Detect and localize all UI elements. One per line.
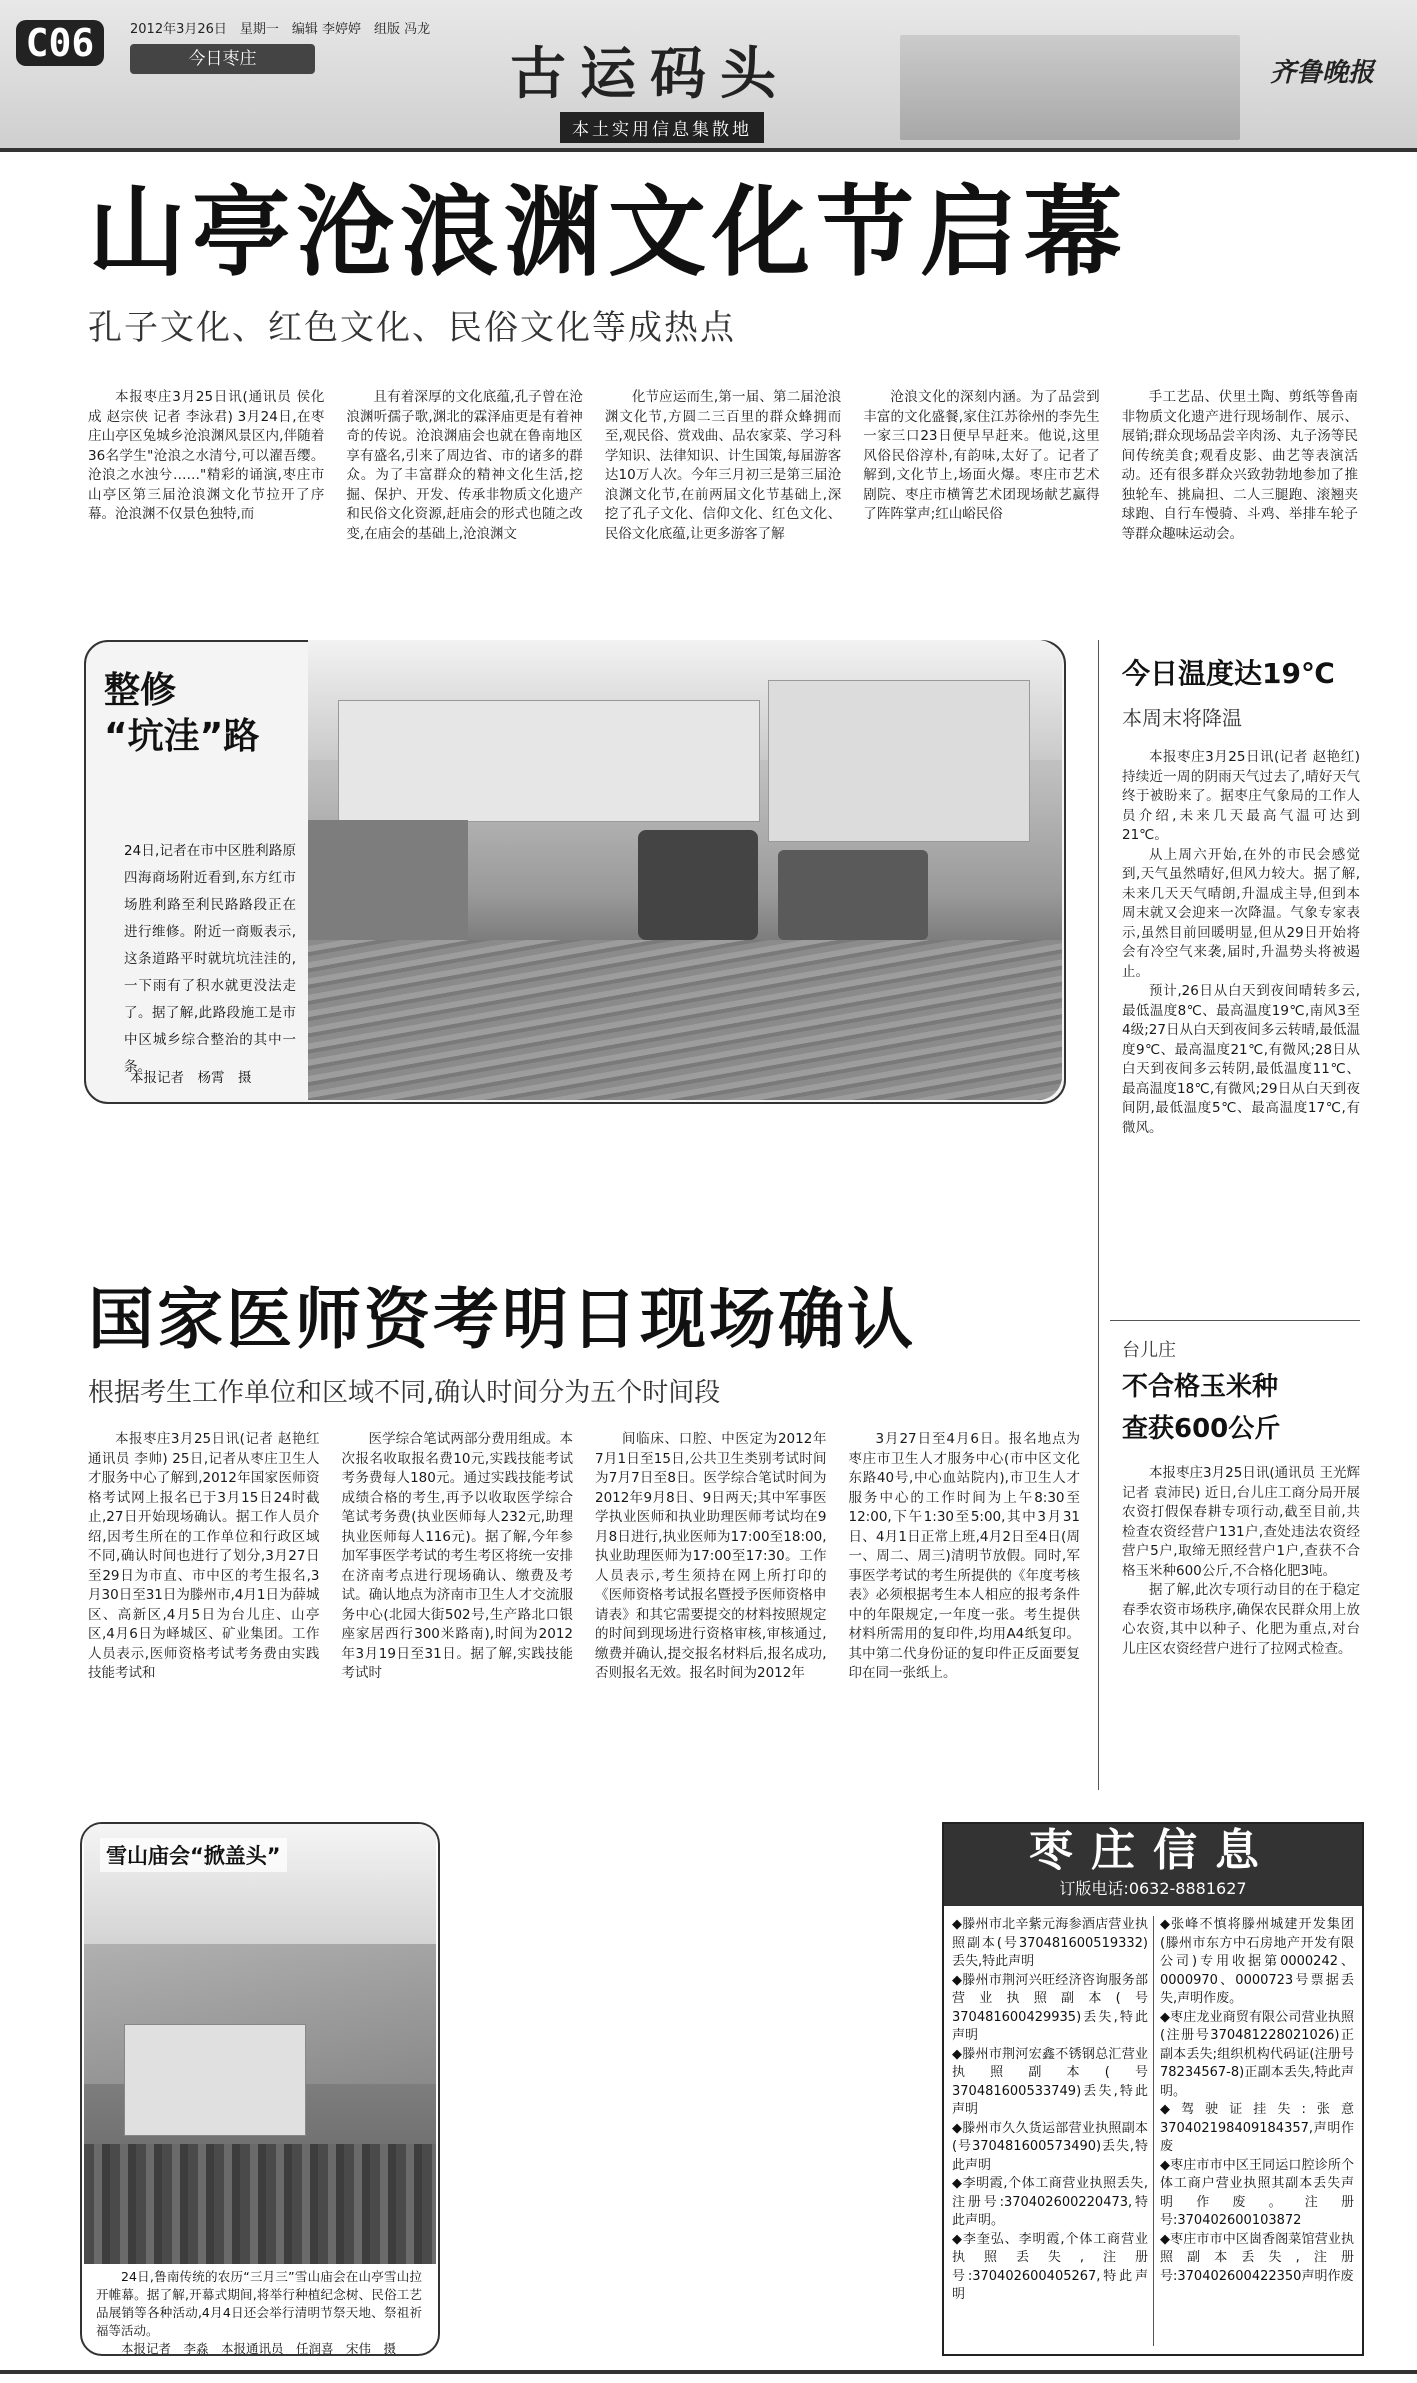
classified-item: ◆李奎弘、李明霞,个体工商营业执照丢失,注册号:370402600405267,特此声明 xyxy=(952,2231,1148,2302)
masthead-title: 古运码头 xyxy=(510,41,790,107)
road-repair-title: 整修 “坑洼”路 xyxy=(104,670,260,757)
info-title-bar xyxy=(944,1824,1362,1906)
article1-subhead: 孔子文化、红色文化、民俗文化等成热点 xyxy=(88,308,736,348)
section-tab: 今日枣庄 xyxy=(130,44,315,74)
classified-item: ◆滕州市荆河兴旺经济咨询服务部营业执照副本(号370481600429935)丢失,特此声明 xyxy=(952,1972,1148,2043)
classified-item: ◆滕州市北辛紫元海参酒店营业执照副本(号370481600519332)丢失,特此声明 xyxy=(952,1917,1148,1969)
article1-column: 本报枣庄3月25日讯(通讯员 侯化成 赵宗侠 记者 李泳君) 3月24日,在枣庄山亭区兔城乡沧浪渊风景区内,伴随着36名学生"沧浪之水清兮,可以濯吾缨。沧浪之水浊兮……"精彩的诵演,枣庄市山亭区第三届沧浪渊文化节拉开了序幕。沧浪渊不仅景色独特,而 xyxy=(88,389,325,522)
page-number: C06 xyxy=(16,20,104,66)
section-rule xyxy=(1110,1320,1360,1321)
paper-name-logo: 齐鲁晚报 xyxy=(1270,58,1375,88)
info-title: 枣庄信息 xyxy=(1029,1825,1277,1876)
classified-item: ◆滕州市久久货运部营业执照副本(号370481600573490)丢失,特此声明 xyxy=(952,2120,1148,2173)
article2-body xyxy=(88,1430,1080,1810)
road-repair-credit: 本报记者 杨霄 摄 xyxy=(130,1070,252,1086)
page-header xyxy=(0,0,1417,152)
weather-headline: 今日温度达19℃ xyxy=(1122,657,1335,690)
article1-column: 且有着深厚的文化底蕴,孔子曾在沧浪渊听孺子歌,渊北的霖泽庙更是有着神奇的传说。沧浪渊庙会也就在鲁南地区享有盛名,引来了周边省、市的诸多的群众。为了丰富群众的精神文化生活,挖掘、保护、开发、传承非物质文化遗产和民俗文化资源,赶庙会的形式也随之改变,在庙会的基础上,沧浪渊文 xyxy=(346,389,583,542)
article2-column: 医学综合笔试两部分费用组成。本次报名收取报名费10元,实践技能考试考务费每人180元。通过实践技能考试成绩合格的考生,再予以收取医学综合笔试考务费(执业医师每人232元,助理执业医师每人116元)。据了解,今年参加军事医学考试的考生考区将统一安排在济南考点进行现场确认、缴费及考试。确认地点为济南市卫生人才交流服务中心(北园大街502号,生产路北口银座家居西行300米路南),时间为2012年3月19日至31日。据了解,实践技能考试时 xyxy=(341,1431,573,1681)
corn-body: 本报枣庄3月25日讯(通讯员 王光辉 记者 袁沛民) 近日,台儿庄工商分局开展农资打假保春耕专项行动,截至目前,共检查农资经营户131户,查处违法农资经营户5户,取缔无照经营户1户,查获不合格玉米种600公斤,不合格化肥3吨。 据了解,此次专项行动目的在于稳定春季农资市场秩序,确保农民群众用上放心农资,其中以种子、化肥为重点,对台儿庄区农资经营户进行了拉网式检查。 xyxy=(1122,1465,1360,1657)
article1-body xyxy=(88,388,1358,618)
info-divider xyxy=(1153,1916,1154,2346)
classified-item: ◆张峰不慎将滕州城建开发集团(滕州市东方中石房地产开发有限公司)专用收据第0000242、0000970、0000723号票据丢失,声明作废。 xyxy=(1160,1917,1354,2006)
info-column-right xyxy=(1160,1916,1354,2346)
article1-column: 手工艺品、伏里土陶、剪纸等鲁南非物质文化遗产进行现场制作、展示、展销;群众现场品尝辛肉汤、丸子汤等民间传统美食;观看皮影、曲艺等表演活动。还有很多群众兴致勃勃地参加了推独轮车、挑扁担、二人三腿跑、滚翘夹球跑、自行车慢骑、斗鸡、举排车轮子等群众趣味运动会。 xyxy=(1121,389,1359,542)
weather-body: 本报枣庄3月25日讯(记者 赵艳红) 持续近一周的阴雨天气过去了,晴好天气终于被盼来了。据枣庄气象局的工作人员介绍,未来几天最高气温可达到21℃。 从上周六开始,在外的市民会感觉到,天气虽然晴好,但风力较大。据了解,未来几天天气晴朗,升温成主导,但到本周末就又会迎来一次降温。气象专家表示,虽然目前回暖明显,但从29日开始将会有冷空气来袭,届时,升温势头将被遏止。 预计,26日从白天到夜间晴转多云,最低温度8℃、最高温度19℃,南风3至4级;27日从白天到夜间多云转晴,最低温度9℃、最高温度21℃,有微风;28日从白天到夜间多云转阴,最低温度11℃、最高温度18℃,有微风;29日从白天到夜间阴,最低温度5℃、最高温度17℃,有微风。 xyxy=(1122,749,1360,1136)
article1-column: 沧浪文化的深刻内涵。为了品尝到丰富的文化盛餐,家住江苏徐州的李先生一家三口23日便早早赶来。他说,这里风俗民俗淳朴,有韵味,太好了。记者了解到,文化节上,场面火爆。枣庄市艺术剧院、枣庄市横箐艺术团现场献艺赢得了阵阵掌声;红山峪民俗 xyxy=(863,389,1100,522)
info-column-left xyxy=(952,1916,1148,2346)
article2-column: 3月27日至4月6日。报名地点为枣庄市卫生人才服务中心(市中区文化东路40号,中心血站院内),市卫生人才服务中心的工作时间为上午8:30至12:00,下午1:30至5:00,其中3月31日、4月1日正常上班,4月2日至4日(周一、周二、周三)清明节放假。同时,军事医学考试的考生所提供的《年度考核表》必须根据考生本人相应的报考条件中的年限规定,一年度一张。考生提供材料所需用的复印件,均用A4纸复印。其中第二代身份证的复印件正反面要复印在同一张纸上。 xyxy=(848,1431,1080,1681)
xueshan-caption: 24日,鲁南传统的农历“三月三”雪山庙会在山亭雪山拉开帷幕。据了解,开幕式期间,将举行种植纪念树、民俗工艺品展销等各种活动,4月4日还会举行清明节祭天地、祭祖祈福等活动。 本报记者 李淼 本报通讯员 任润喜 宋伟 摄 xyxy=(96,2269,422,2356)
classified-info-box xyxy=(942,1822,1364,2356)
classified-item: ◆驾驶证挂失:张意370402198409184357,声明作废 xyxy=(1160,2102,1354,2154)
xueshan-photo-panel xyxy=(80,1822,440,2356)
corn-headline: 不合格玉米种 查获600公斤 xyxy=(1122,1372,1281,1444)
road-repair-photo xyxy=(308,640,1062,1100)
masthead-landscape-image xyxy=(900,35,1240,140)
classified-item: ◆李明霞,个体工商营业执照丢失,注册号:370402600220473,特此声明。 xyxy=(952,2176,1148,2228)
corn-kicker: 台儿庄 xyxy=(1122,1340,1176,1361)
dateline: 2012年3月26日 星期一 编辑 李婷婷 组版 冯龙 xyxy=(130,22,431,37)
xueshan-title: 雪山庙会“掀盖头” xyxy=(100,1838,287,1872)
xueshan-photo xyxy=(84,1824,436,2264)
classified-item: ◆滕州市荆河宏鑫不锈钢总汇营业执照副本(号370481600533749)丢失,特此声明 xyxy=(952,2046,1148,2117)
article2-column: 间临床、口腔、中医定为2012年7月1日至15日,公共卫生类别考试时间为7月7日至8日。医学综合笔试时间为2012年9月8日、9日两天;其中军事医学执业医师和执业助理医师考试均在9月8日进行,执业医师为17:00至18:00,执业助理医师为17:00至17:30。工作人员表示,考生须持在网上所打印的《医师资格考试报名暨授予医师资格申请表》和其它需要提交的材料按照规定的时间到现场进行资格审核,审核通过,缴费并确认,提交报名材料后,报名成功,否则报名无效。报名时间为2012年 xyxy=(595,1431,827,1681)
article2-subhead: 根据考生工作单位和区域不同,确认时间分为五个时间段 xyxy=(88,1378,721,1408)
column-divider xyxy=(1098,640,1099,1790)
article2-column: 本报枣庄3月25日讯(记者 赵艳红 通讯员 李帅) 25日,记者从枣庄卫生人才服务中心了解到,2012年国家医师资格考试网上报名已于3月15日24时截止,27日开始现场确认。据工作人员介绍,因考生所在的工作单位和行政区域不同,确认时间也进行了划分,3月27日至29日为市直、市中区的考生报名,3月30日至31日为滕州市,4月1日为薛城区、高新区,4月5日为台儿庄、山亭区,4月6日为峄城区、矿业集团。工作人员表示,医师资格考试考务费由实践技能考试和 xyxy=(88,1431,320,1681)
article1-column: 化节应运而生,第一届、第二届沧浪渊文化节,方圆二三百里的群众蜂拥而至,观民俗、赏戏曲、品农家菜、学习科学知识、法律知识、计生国策,每届游客达10万人次。今年三月初三是第三届沧浪渊文化节,在前两届文化节基础上,深挖了孔子文化、信仰文化、红色文化、民俗文化底蕴,让更多游客了解 xyxy=(604,389,842,542)
classified-item: ◆枣庄市市中区崮香阁菜馆营业执照副本丢失,注册号:370402600422350声明作废 xyxy=(1160,2231,1354,2284)
weather-subhead: 本周末将降温 xyxy=(1122,706,1242,730)
classified-item: ◆枣庄市市中区王同运口腔诊所个体工商户营业执照其副本丢失声明作废。注册号:370402600103872 xyxy=(1160,2157,1354,2228)
article2-headline: 国家医师资考明日现场确认 xyxy=(88,1281,916,1358)
footer-rule xyxy=(0,2370,1417,2374)
masthead-subtitle: 本土实用信息集散地 xyxy=(560,112,764,143)
road-repair-caption: 24日,记者在市中区胜利路原四海商场附近看到,东方红市场胜利路至利民路路段正在进行维修。附近一商贩表示,这条道路平时就坑坑洼洼的,一下雨有了积水就更没法走了。据了解,此路段施工是市中区城乡综合整治的其中一条。 xyxy=(124,843,296,1075)
article1-headline: 山亭沧浪渊文化节启幕 xyxy=(88,176,1129,290)
info-phone: 订版电话:0632-8881627 xyxy=(1059,1879,1247,1898)
classified-item: ◆枣庄龙业商贸有限公司营业执照(注册号370481228021026)正副本丢失;组织机构代码证(注册号78234567-8)正副本丢失,特此声明。 xyxy=(1160,2009,1354,2099)
